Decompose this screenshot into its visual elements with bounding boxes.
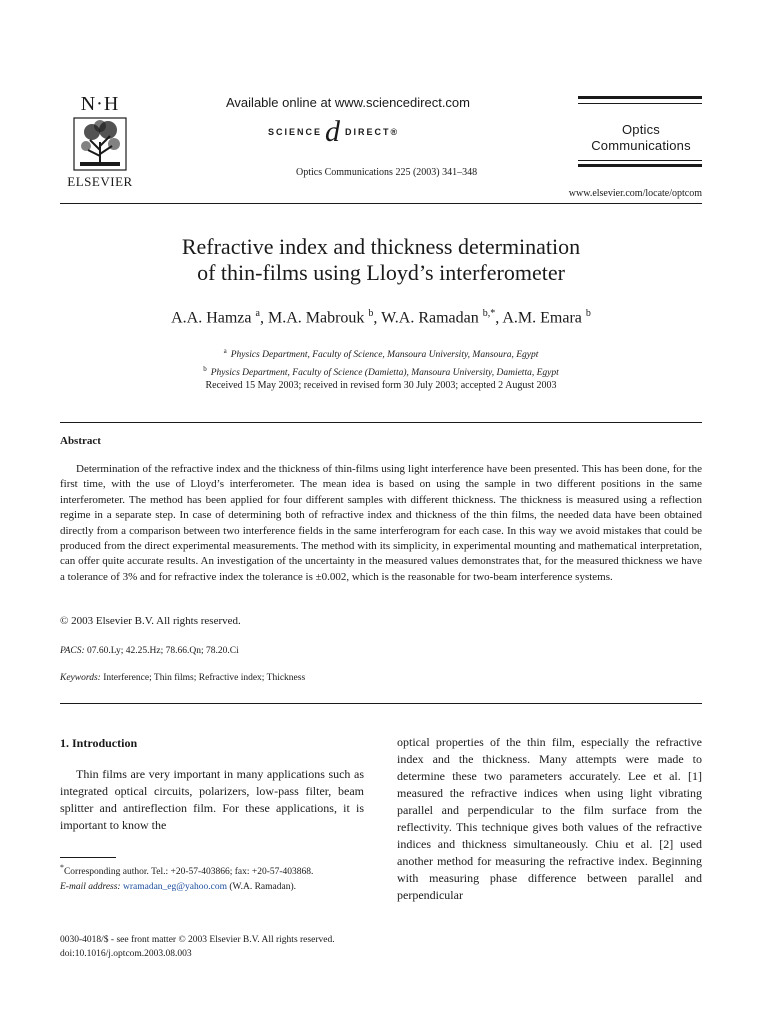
author-name: A.M. Emara [502,309,582,327]
corresponding-author-text: Corresponding author. Tel.: +20-57-403866; fax: +20-57-403868. [63,867,314,878]
abstract-heading: Abstract [60,435,101,447]
left-column [60,766,364,834]
journal-citation: Optics Communications 225 (2003) 341–348 [296,167,478,178]
affiliation-item [60,362,702,380]
sd-logo-right: DIRECT® [345,127,400,137]
abstract-copyright: © 2003 Elsevier B.V. All rights reserved. [60,615,241,627]
doi-line[interactable]: doi:10.1016/j.optcom.2003.08.003 [60,949,192,959]
right-column [397,734,702,904]
sd-logo-mark: d [325,115,343,148]
affiliation-item [60,344,702,362]
body-paragraph: optical properties of the thin film, especially the refractive index and the thickness. Many attempts were made to determine these two parameters accurately. Lee et al. [1] measured the refractive indices when using light vibrating parallel and perpendicular to the film surface from the reflectivity. This technique gives both values of the refractive indices and thickness simultaneously. Chiu et al. [2] used another method for measuring the refractive index. Beginning with measuring phase difference between parallel and perpendicular [397,735,702,902]
header-divider [60,203,702,204]
pacs-label: PACS: [60,646,85,656]
abstract-body [60,462,702,585]
affiliation-mark: b [203,365,207,374]
journal-url[interactable]: www.elsevier.com/locate/optcom [568,188,702,199]
publisher-name: ELSEVIER [67,174,133,189]
sd-logo-left: SCIENCE [268,127,323,137]
email-suffix: (W.A. Ramadan). [229,882,297,893]
keywords-label: Keywords: [60,673,101,683]
received-dates: Received 15 May 2003; received in revised form 30 July 2003; accepted 2 August 2003 [205,380,557,391]
abstract-paragraph: Determination of the refractive index and the thickness of thin-films using light interference have been presented. This has been done, for the first time, with the use of Lloyd’s interferometer. The mean idea is based on using the sample in two different positions in the same interferometer. The method has been applied for four different samples with different thickness. The thickness is measured using a reflection regime in a separate step. In case of determining both of refractive index and thickness of the thin films, the needed data have been obtained directly from a comparison between two interference fields in the same interferogram for each case. In this way we avoid mistakes that could be produced from the direct experimental measurements. The method with its simplicity, in experimental mounting and mathematical interpretation, can offer quite accurate results. An investigation of the uncertainty in the measured values demonstrates that, for the measured thickness we have a tolerance of 3% and for refractive index the tolerance is ±0.002, which is the reasonable for two-beam interference systems. [60,463,702,583]
article-title [60,234,702,286]
issn-line: 0030-4018/$ - see front matter © 2003 Elsevier B.V. All rights reserved. [60,935,335,945]
article-title-line1: Refractive index and thickness determination [181,234,581,259]
affiliation-list [60,344,702,380]
keywords-value: Interference; Thin films; Refractive index; Thickness [103,673,306,683]
corresponding-author-note [60,860,364,880]
journal-name-line1: Optics [621,122,661,137]
email-label: E-mail address: [60,882,121,893]
pacs-line [60,646,239,656]
email-link[interactable]: wramadan_eg@yahoo.com [122,882,227,893]
journal-name [578,122,704,154]
author-affiliation-mark[interactable]: b,* [482,308,496,319]
author-affiliation-mark: b [585,308,591,319]
body-paragraph: Thin films are very important in many applications such as integrated optical circuits, polarizers, low-pass filter, beam splitter and antireflection film. For these applications, it is important to know the [60,767,364,832]
article-title-line2: of thin-films using Lloyd’s interferometer [197,260,565,285]
pacs-value: 07.60.Ly; 42.25.Hz; 78.66.Qn; 78.20.Ci [87,646,239,656]
abstract-divider-bottom [60,703,702,704]
elsevier-logo [40,94,160,190]
footnote-divider [60,857,116,858]
author-separator: , [495,309,503,327]
affiliation-text: Physics Department, Faculty of Science, Mansoura University, Mansoura, Egypt [230,350,539,361]
journal-rule [578,103,702,104]
author-name: W.A. Ramadan [381,309,479,327]
author-list [60,308,702,327]
email-note [60,880,364,895]
north-holland-mark: N·H [80,93,120,115]
author-separator: , [373,309,382,327]
elsevier-tree-icon [72,116,128,172]
available-online-text: Available online at www.sciencedirect.com [226,95,470,110]
abstract-divider-top [60,422,702,423]
section-heading: 1. Introduction [60,736,138,750]
footnote [60,860,364,895]
author-affiliation-mark: b [368,308,374,319]
keywords-line [60,673,305,683]
affiliation-mark: a [223,347,227,355]
front-matter [60,933,335,961]
author-name: A.A. Hamza [171,309,252,327]
author-separator: , [259,309,268,327]
sciencedirect-logo [268,115,400,148]
affiliation-text: Physics Department, Faculty of Science (Damietta), Mansoura University, Damietta, Egypt [210,368,559,379]
journal-rule [578,160,702,161]
author-name: M.A. Mabrouk [267,309,365,327]
journal-name-line2: Communications [591,138,691,153]
journal-rule [578,164,702,167]
journal-rule [578,96,702,99]
footnote-marker: * [60,863,64,872]
author-affiliation-mark: a [255,308,260,319]
